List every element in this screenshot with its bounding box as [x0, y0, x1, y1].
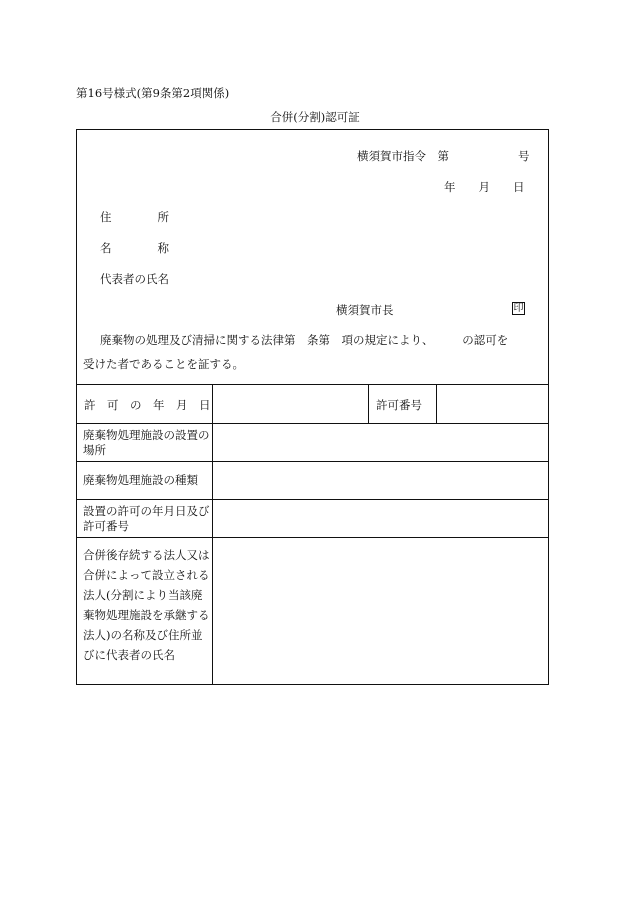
name-label: 名 称 — [100, 241, 169, 255]
issuer-title: 横須賀市長 — [336, 303, 394, 317]
column-divider — [212, 385, 213, 684]
row-divider — [76, 423, 549, 424]
address-label: 住 所 — [100, 210, 169, 224]
designation-number: 横須賀市指令 第 号 — [357, 149, 530, 163]
form-number: 第16号様式(第9条第2項関係) — [76, 86, 230, 100]
issue-date: 年 月 日 — [444, 180, 525, 194]
permit-date-label: 許 可 の 年 月 日 — [84, 398, 211, 412]
installation-permit-label: 設置の許可の年月日及び許可番号 — [83, 504, 210, 533]
row-divider — [76, 537, 549, 538]
facility-location-label: 廃棄物処理施設の設置の場所 — [83, 428, 210, 457]
permit-number-label: 許可番号 — [376, 398, 422, 412]
successor-corporation-label: 合併後存続する法人又は合併によって設立される法人(分割により当該廃棄物処理施設を承継する法人)の名称及び住所並びに代表者の氏名 — [83, 548, 210, 662]
document-title: 合併(分割)認可証 — [270, 110, 360, 124]
row-divider — [76, 499, 549, 500]
certification-text-line1: 廃棄物の処理及び清掃に関する法律第 条第 項の規定により、 の認可を — [100, 333, 509, 347]
column-divider — [436, 385, 437, 423]
representative-label: 代表者の氏名 — [100, 272, 169, 286]
certification-text-line2: 受けた者であることを証する。 — [83, 357, 244, 371]
section-divider — [76, 384, 549, 385]
seal-mark: 印 — [513, 303, 524, 314]
column-divider — [368, 385, 369, 423]
facility-type-label: 廃棄物処理施設の種類 — [83, 473, 198, 487]
row-divider — [76, 461, 549, 462]
